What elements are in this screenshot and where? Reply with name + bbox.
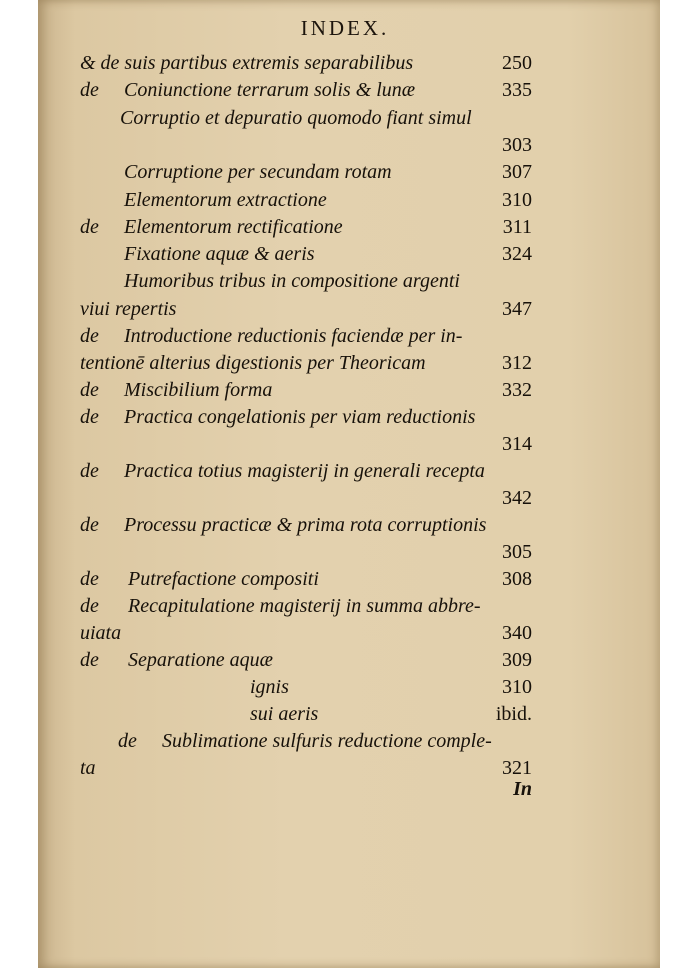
- entry-text: uiata: [80, 622, 122, 644]
- index-entry: [0, 753, 690, 783]
- entry-text: Miscibilium forma: [124, 379, 273, 401]
- entry-text: Introductione reductionis faciendæ per in-: [124, 325, 463, 347]
- entry-text: sui aeris: [250, 703, 319, 725]
- index-entry: [0, 402, 690, 432]
- entry-text: Humoribus tribus in compositione argenti: [124, 270, 460, 292]
- index-entry: [0, 429, 690, 459]
- index-entry: [0, 348, 690, 378]
- index-entry: [0, 699, 690, 729]
- entry-text: Fixatione aquæ & aeris: [124, 243, 315, 265]
- index-entry: [0, 375, 690, 405]
- entry-page-number: 310: [502, 676, 532, 698]
- entry-page-number: 324: [502, 243, 532, 265]
- entry-prefix: de: [80, 460, 99, 482]
- entry-text: ta: [80, 757, 96, 779]
- entry-page-number: 314: [502, 433, 532, 455]
- entry-prefix: de: [80, 406, 99, 428]
- index-entry: [0, 294, 690, 324]
- page-header: INDEX.: [300, 16, 390, 40]
- entry-prefix: de: [80, 79, 99, 101]
- entry-prefix: de: [118, 730, 137, 752]
- entry-text: viui repertis: [80, 298, 177, 320]
- entry-page-number: 332: [502, 379, 532, 401]
- index-entry: [0, 510, 690, 540]
- entry-text: Practica totius magisterij in generali recepta: [124, 460, 485, 482]
- entry-prefix: de: [80, 595, 99, 617]
- entry-page-number: 347: [502, 298, 532, 320]
- entry-page-number: 311: [502, 216, 532, 238]
- entry-text: Processu practicæ & prima rota corruptionis: [124, 514, 487, 536]
- index-entry: [0, 103, 690, 133]
- entry-text: tentionē alterius digestionis per Theoricam: [80, 352, 426, 374]
- entry-page-number: 250: [502, 52, 532, 74]
- index-entry: [0, 483, 690, 513]
- entry-text: Corruptio et depuratio quomodo fiant simul: [120, 107, 472, 129]
- index-entry: [0, 321, 690, 351]
- index-entry: [0, 266, 690, 296]
- entry-page-number: 308: [502, 568, 532, 590]
- entry-text: Corruptione per secundam rotam: [124, 161, 392, 183]
- index-entry: [0, 185, 690, 215]
- entry-prefix: de: [80, 568, 99, 590]
- entry-page-number: 309: [502, 649, 532, 671]
- index-entry: [0, 75, 690, 105]
- entry-prefix: de: [80, 514, 99, 536]
- entry-text: Elementorum extractione: [124, 189, 327, 211]
- index-entry: [0, 239, 690, 269]
- index-entry: [0, 537, 690, 567]
- entry-text: Recapitulatione magisterij in summa abbre-: [128, 595, 481, 617]
- entry-page-number: 340: [502, 622, 532, 644]
- index-entry: [0, 672, 690, 702]
- index-entry: [0, 456, 690, 486]
- entry-text: Coniunctione terrarum solis & lunæ: [124, 79, 416, 101]
- entry-page-number: 312: [502, 352, 532, 374]
- entry-prefix: de: [80, 649, 99, 671]
- index-entry: [0, 157, 690, 187]
- entry-text: Putrefactione compositi: [128, 568, 319, 590]
- entry-page-number: 321: [502, 757, 532, 779]
- entry-page-number: 307: [502, 161, 532, 183]
- entry-page-number: 335: [502, 79, 532, 101]
- entry-page-number: ibid.: [495, 703, 532, 725]
- entry-text: Separatione aquæ: [128, 649, 273, 671]
- entry-page-number: 305: [502, 541, 532, 563]
- index-entry: [0, 564, 690, 594]
- index-entry: [0, 618, 690, 648]
- index-entry: [0, 130, 690, 160]
- entry-page-number: 342: [502, 487, 532, 509]
- entry-prefix: de: [80, 216, 99, 238]
- index-entry: [0, 591, 690, 621]
- index-entry: [0, 48, 690, 78]
- index-entry: [0, 212, 690, 242]
- entry-text: & de suis partibus extremis separabilibus: [80, 52, 414, 74]
- entry-text: Elementorum rectificatione: [124, 216, 343, 238]
- index-entry: [0, 645, 690, 675]
- index-entry: [0, 726, 690, 756]
- entry-text: Practica congelationis per viam reductionis: [124, 406, 476, 428]
- entry-prefix: de: [80, 379, 99, 401]
- catchword: In: [513, 778, 532, 800]
- entry-text: Sublimatione sulfuris reductione comple-: [162, 730, 492, 752]
- entry-page-number: 310: [502, 189, 532, 211]
- entry-page-number: 303: [502, 134, 532, 156]
- entry-prefix: de: [80, 325, 99, 347]
- entry-text: ignis: [250, 676, 289, 698]
